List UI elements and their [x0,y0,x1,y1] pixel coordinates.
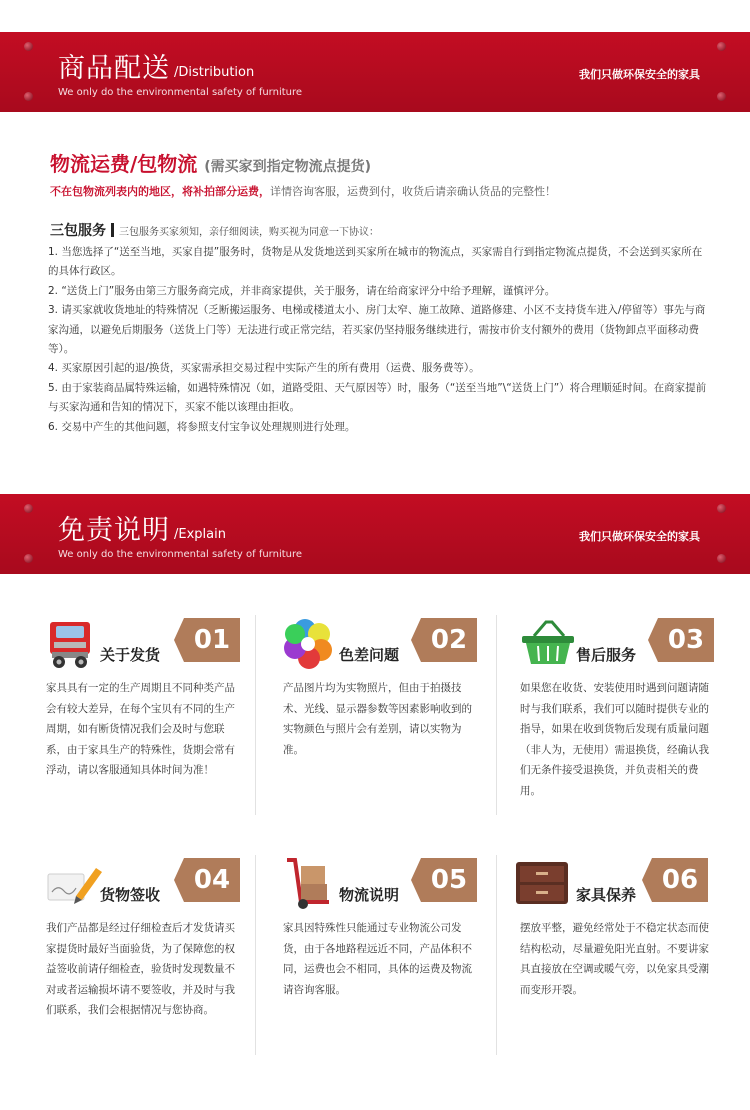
grid-divider [496,855,497,1055]
decor-dot [717,554,726,563]
disclaimer-label: 关于发货 [100,646,161,664]
cabinet-icon [514,858,572,910]
rule-item: 6. 交易中产生的其他问题，将参照支付宝争议处理规则进行处理。 [48,420,356,433]
section-title: 免责说明 [58,515,170,546]
color-petals-icon [283,618,341,670]
guarantee-intro: 三包服务买家须知，亲仔细阅读，购买视为同意一下协议： [119,227,379,238]
disclaimer-number: 01 [184,618,240,662]
logistics-title [50,148,371,177]
divider [111,223,114,237]
disclaimer-desc: 产品图片均为实物照片，但由于拍摄技术、光线、显示器参数等因素影响收到的实物颜色与照片会有差别，请以实物为准。 [283,682,472,756]
guarantee-rules [48,243,708,437]
disclaimer-number: 03 [658,618,714,662]
rule-item: 4. 买家原因引起的退/换货，买家需承担交易过程中实际产生的所有费用（运费、服务费等）。 [48,362,480,375]
disclaimer-desc: 如果您在收货、安装使用时遇到问题请随时与我们联系，我们可以随时提供专业的指导，如果在收到货物后发现有质量问题（非人为，无使用）需退换货，经确认我们无条件接受退换货，并负责相关的费用。 [520,682,709,797]
decor-dot [717,92,726,101]
brand-slogan: 我们只做环保安全的家具 [579,530,700,543]
guarantee-heading [50,220,379,240]
disclaimer-desc: 家具因特殊性只能通过专业物流公司发货，由于各地路程远近不同，产品体积不同，运费也会不相同，具体的运费及物流请咨询客服。 [283,922,472,996]
decor-dot [24,504,33,513]
section-title-en: /Distribution [174,65,255,80]
disclaimer-label: 货物签收 [100,886,161,904]
disclaimer-number: 04 [184,858,240,902]
grid-divider [255,615,256,815]
distribution-banner [0,32,750,112]
rule-item: 3. 请买家就收货地址的特殊情况（乏断搬运服务、电梯或楼道太小、房门太窄、施工故障、道路修建、小区不支持货车进入/停留等）事先与商家沟通，以避免后期服务（送货上门等）无法进行或正常完结，若买家仍坚持服务继续进行，需按市价支付额外的费用（货物卸点平面移动费等）。 [48,304,706,356]
decor-dot [717,504,726,513]
section-subtitle: We only do the environmental safety of furniture [58,87,303,98]
disclaimer-number: 05 [421,858,477,902]
disclaimer-label: 售后服务 [576,646,637,664]
logistics-title-text: 物流运费/包物流 [50,152,198,176]
signature-pen-icon [46,858,104,910]
section-subtitle: We only do the environmental safety of furniture [58,549,303,560]
decor-dot [24,42,33,51]
disclaimer-desc: 家具具有一定的生产周期且不同种类产品会有较大差异，在每个宝贝有不同的生产周期，如有断货情况我们会及时与您联系，由于家具生产的特殊性，货期会常有浮动，请以客服通知具体时间为准！ [46,682,235,776]
hand-truck-icon [283,858,341,910]
truck-icon [46,618,104,670]
decor-dot [717,42,726,51]
disclaimer-desc: 摆放平整，避免经常处于不稳定状态而使结构松动，尽量避免阳光直射。不要讲家具直接放在空调或暖气旁，以免家具受潮而变形开裂。 [520,922,709,996]
section-title: 商品配送 [58,53,170,84]
rule-item: 1. 当您选择了“送至当地，买家自提”服务时，货物是从发货地送到买家所在城市的物流点，买家需自行到指定物流点提货，不会送到买家所在的具体行政区。 [48,246,703,278]
explain-banner [0,494,750,574]
logistics-warning [50,183,556,199]
disclaimer-label: 家具保养 [576,886,637,904]
logistics-title-note: (需买家到指定物流点提货) [204,159,372,175]
decor-dot [24,554,33,563]
brand-slogan: 我们只做环保安全的家具 [579,68,700,81]
disclaimer-number: 06 [652,858,708,902]
grid-divider [255,855,256,1055]
logistics-warning-tail: 详情咨询客服，运费到付，收货后请亲确认货品的完整性！ [270,185,556,198]
disclaimer-label: 物流说明 [339,886,400,904]
disclaimer-label: 色差问题 [339,646,400,664]
rule-item: 5. 由于家装商品属特殊运输，如遇特殊情况（如，道路受阻、天气原因等）时，服务（“送至当地”\“送货上门”）将合理顺延时间。在商家提前与买家沟通和告知的情况下，买家不能以该理由拒收。 [48,381,707,414]
logistics-warning-text: 不在包物流列表内的地区，将补拍部分运费， [50,185,270,198]
disclaimer-number: 02 [421,618,477,662]
rule-item: 2. “送货上门”服务由第三方服务商完成，并非商家提供，关于服务，请在给商家评分中给予理解，谨慎评分。 [48,284,556,297]
disclaimer-desc: 我们产品都是经过仔细检查后才发货请买家提货时最好当面验货，为了保障您的权益签收前请仔细检查，验货时发现数量不对或者运输损坏请不要签收，并及时与我们联系，我们会根据情况与您协商。 [46,922,235,1016]
decor-dot [24,92,33,101]
section-title-en: /Explain [174,527,226,542]
grid-divider [496,615,497,815]
guarantee-title: 三包服务 [50,223,106,239]
shopping-basket-icon [520,618,578,670]
